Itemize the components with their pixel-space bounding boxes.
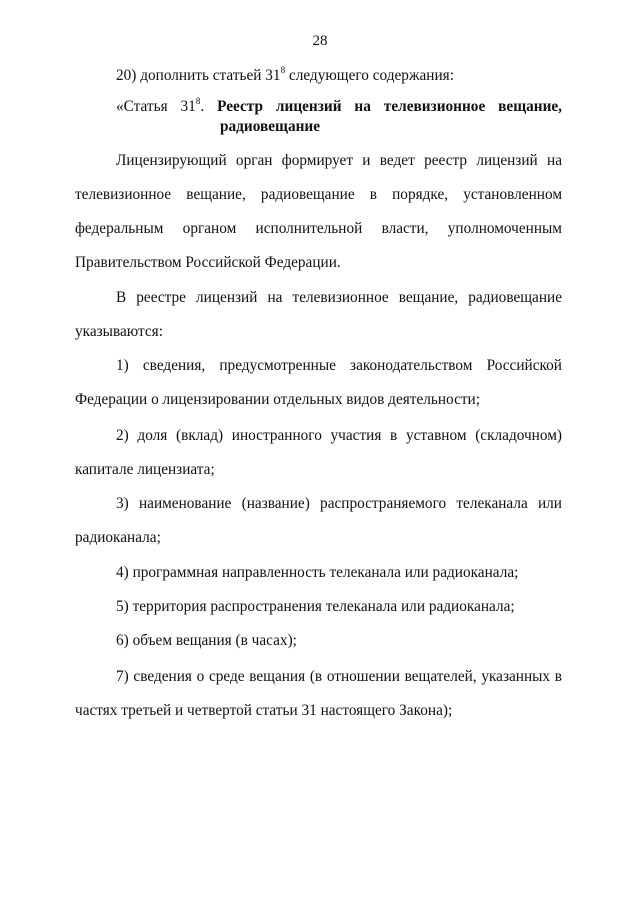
text-line: 3) наименование (название) распространяемого телеканала или <box>116 495 562 512</box>
paragraph-contents <box>75 281 562 349</box>
amendment-prefix: 20) дополнить статьей 31 <box>116 67 281 84</box>
article-number: «Статья $31^8$. <box>116 96 205 115</box>
text-line: радиоканала; <box>75 529 161 546</box>
list-item-7 <box>75 660 562 728</box>
text-line: 6) объем вещания (в часах); <box>116 632 297 649</box>
article-heading <box>116 97 562 137</box>
text-line: 2) доля (вклад) иностранного участия в уставном (складочном) <box>116 427 562 444</box>
text-line: 4) программная направленность телеканала или радиоканала; <box>116 564 519 581</box>
article-title-line-1: Реестр лицензий на телевизионное вещание, <box>217 98 563 115</box>
text-line: указываются: <box>75 323 163 340</box>
text-line: 1) сведения, предусмотренные законодательством Российской <box>116 357 562 374</box>
text-line: 7) сведения о среде вещания (в отношении вещателей, указанных в <box>116 668 562 685</box>
list-item-2 <box>75 419 562 487</box>
list-item-6 <box>75 624 562 658</box>
text-line: частях третьей и четвертой статьи 31 настоящего Закона); <box>75 702 453 719</box>
list-item-5 <box>75 590 562 624</box>
amendment-superscript: 8 <box>280 65 286 75</box>
text-line: 5) территория распространения телеканала или радиоканала; <box>116 598 515 615</box>
text-line: В реестре лицензий на телевизионное вещание, радиовещание <box>116 289 562 306</box>
amendment-suffix: следующего содержания: <box>285 67 454 84</box>
amendment-line <box>75 59 562 93</box>
text-line: капитале лицензиата; <box>75 461 215 478</box>
page-number: 28 <box>312 33 328 49</box>
article-title-line-2: радиовещание <box>220 118 321 135</box>
list-item-4 <box>75 556 562 590</box>
text-line: Федерации о лицензировании отдельных видов деятельности; <box>75 391 480 408</box>
text-line: Правительством Российской Федерации. <box>75 254 341 271</box>
text-line: Лицензирующий орган формирует и ведет реестр лицензий на <box>116 152 562 169</box>
text-line: федеральным органом исполнительной власти, уполномоченным <box>75 220 562 237</box>
list-item-1 <box>75 349 562 417</box>
paragraph-registry <box>75 144 562 280</box>
text-line: телевизионное вещание, радиовещание в порядке, установленном <box>75 186 562 203</box>
list-item-3 <box>75 487 562 555</box>
